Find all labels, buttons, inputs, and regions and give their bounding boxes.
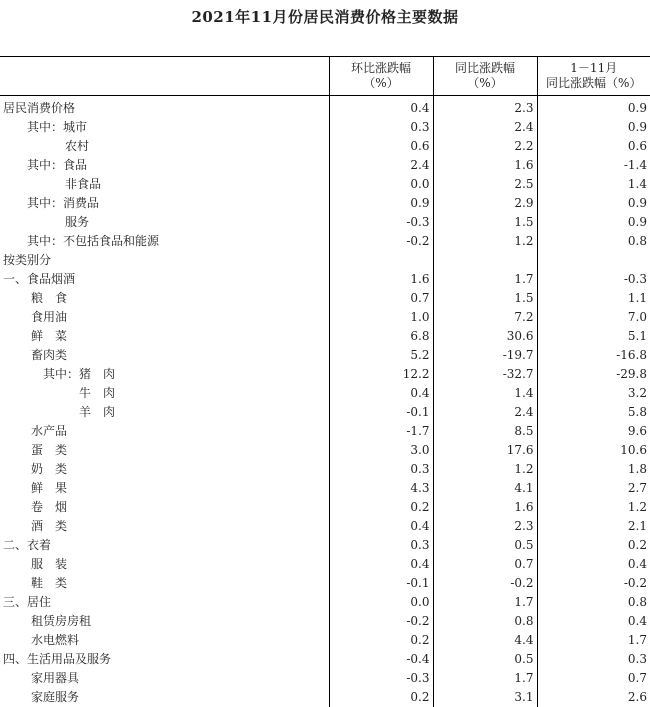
cell-yoy: 3.1 — [433, 688, 537, 707]
row-label: 家用器具 — [0, 669, 329, 688]
cell-yoy: 2.2 — [433, 137, 537, 156]
cell-mom: 6.8 — [329, 327, 433, 346]
cell-mom: -1.7 — [329, 422, 433, 441]
cell-ytd: 1.2 — [537, 498, 650, 517]
table-row — [0, 688, 650, 707]
cell-mom: 0.6 — [329, 137, 433, 156]
table-row — [0, 460, 650, 479]
row-label: 鲜 果 — [0, 479, 329, 498]
table-row — [0, 346, 650, 365]
header-yoy — [433, 57, 537, 96]
row-label: 其中：不包括食品和能源 — [0, 232, 329, 251]
cell-yoy: 7.2 — [433, 308, 537, 327]
cell-ytd: 2.7 — [537, 479, 650, 498]
row-label: 鲜 菜 — [0, 327, 329, 346]
cell-mom: 0.2 — [329, 631, 433, 650]
cell-mom: 0.9 — [329, 194, 433, 213]
table-row — [0, 612, 650, 631]
header-ytd — [537, 57, 650, 96]
cell-mom: 12.2 — [329, 365, 433, 384]
cell-yoy: 4.1 — [433, 479, 537, 498]
row-label: 水产品 — [0, 422, 329, 441]
table-row — [0, 384, 650, 403]
cell-mom: 0.3 — [329, 118, 433, 137]
cell-ytd: 0.9 — [537, 194, 650, 213]
cell-mom: 0.0 — [329, 593, 433, 612]
table-row — [0, 631, 650, 650]
cell-yoy: 2.3 — [433, 517, 537, 536]
table-row — [0, 156, 650, 175]
cell-yoy: 1.7 — [433, 270, 537, 289]
cell-ytd: 5.8 — [537, 403, 650, 422]
header-item-column — [0, 57, 329, 96]
cell-ytd: 1.7 — [537, 631, 650, 650]
cell-ytd: -1.4 — [537, 156, 650, 175]
row-label: 居民消费价格 — [0, 96, 329, 119]
cell-ytd — [537, 251, 650, 270]
header-mom-label: 环比涨跌幅 — [330, 61, 433, 76]
cell-mom — [329, 251, 433, 270]
cell-mom: 4.3 — [329, 479, 433, 498]
cell-yoy: 1.6 — [433, 498, 537, 517]
table-row — [0, 194, 650, 213]
row-label: 其中：城市 — [0, 118, 329, 137]
table-row — [0, 498, 650, 517]
cell-yoy: 4.4 — [433, 631, 537, 650]
header-yoy-unit: （%） — [434, 76, 537, 91]
table-row — [0, 479, 650, 498]
row-label: 其中：消费品 — [0, 194, 329, 213]
cell-ytd: 0.6 — [537, 137, 650, 156]
cell-yoy: -32.7 — [433, 365, 537, 384]
cell-mom: 5.2 — [329, 346, 433, 365]
row-label: 酒 类 — [0, 517, 329, 536]
row-label: 家庭服务 — [0, 688, 329, 707]
table-row — [0, 669, 650, 688]
cell-mom: 2.4 — [329, 156, 433, 175]
cell-yoy: 2.9 — [433, 194, 537, 213]
cell-yoy: 2.4 — [433, 403, 537, 422]
cell-mom: 1.6 — [329, 270, 433, 289]
table-header-row — [0, 57, 650, 96]
cell-mom: -0.2 — [329, 232, 433, 251]
cell-ytd: 0.8 — [537, 593, 650, 612]
table-row — [0, 289, 650, 308]
cell-ytd: 7.0 — [537, 308, 650, 327]
cell-mom: 0.3 — [329, 460, 433, 479]
cell-ytd: 2.1 — [537, 517, 650, 536]
row-label: 卷 烟 — [0, 498, 329, 517]
table-row — [0, 517, 650, 536]
row-label: 奶 类 — [0, 460, 329, 479]
cell-ytd: 0.3 — [537, 650, 650, 669]
table-row — [0, 403, 650, 422]
cell-ytd: 2.6 — [537, 688, 650, 707]
cell-yoy: 1.7 — [433, 593, 537, 612]
row-label: 其中：猪 肉 — [0, 365, 329, 384]
table-row — [0, 175, 650, 194]
cell-yoy: 1.2 — [433, 460, 537, 479]
cell-ytd: 1.4 — [537, 175, 650, 194]
row-label: 其中：食品 — [0, 156, 329, 175]
cell-mom: -0.4 — [329, 650, 433, 669]
table-row — [0, 118, 650, 137]
cell-ytd: 0.8 — [537, 232, 650, 251]
table-row — [0, 365, 650, 384]
cell-yoy: 0.5 — [433, 650, 537, 669]
page-title: 2021年11月份居民消费价格主要数据 — [0, 6, 650, 27]
table-row — [0, 650, 650, 669]
cell-yoy: 17.6 — [433, 441, 537, 460]
cell-yoy — [433, 251, 537, 270]
header-yoy-label: 同比涨跌幅 — [434, 61, 537, 76]
row-label: 粮 食 — [0, 289, 329, 308]
row-label: 租赁房房租 — [0, 612, 329, 631]
cell-mom: 3.0 — [329, 441, 433, 460]
cell-ytd: 0.4 — [537, 555, 650, 574]
row-label: 二、衣着 — [0, 536, 329, 555]
row-label: 羊 肉 — [0, 403, 329, 422]
cell-yoy: 0.8 — [433, 612, 537, 631]
cell-ytd: 1.1 — [537, 289, 650, 308]
table-row — [0, 327, 650, 346]
header-mom — [329, 57, 433, 96]
table-row — [0, 574, 650, 593]
cell-ytd: 9.6 — [537, 422, 650, 441]
table-row — [0, 555, 650, 574]
row-label: 按类别分 — [0, 251, 329, 270]
cell-yoy: 2.5 — [433, 175, 537, 194]
cell-ytd: 3.2 — [537, 384, 650, 403]
cell-yoy: 2.3 — [433, 96, 537, 119]
table-body — [0, 96, 650, 707]
cell-ytd: 1.8 — [537, 460, 650, 479]
cell-yoy: 1.7 — [433, 669, 537, 688]
table-row — [0, 422, 650, 441]
cell-yoy: -0.2 — [433, 574, 537, 593]
cell-ytd: 5.1 — [537, 327, 650, 346]
table-row — [0, 593, 650, 612]
cell-mom: -0.3 — [329, 213, 433, 232]
table-row — [0, 251, 650, 270]
cell-ytd: 10.6 — [537, 441, 650, 460]
cell-yoy: 1.5 — [433, 289, 537, 308]
row-label: 水电燃料 — [0, 631, 329, 650]
cell-ytd: -16.8 — [537, 346, 650, 365]
cpi-data-table — [0, 56, 650, 707]
cell-ytd: 0.4 — [537, 612, 650, 631]
cell-yoy: -19.7 — [433, 346, 537, 365]
header-ytd-period: 1－11月 — [538, 61, 650, 76]
cell-yoy: 30.6 — [433, 327, 537, 346]
table-row — [0, 137, 650, 156]
cell-mom: 0.4 — [329, 517, 433, 536]
row-label: 牛 肉 — [0, 384, 329, 403]
cell-mom: 1.0 — [329, 308, 433, 327]
cell-mom: 0.4 — [329, 96, 433, 119]
header-mom-unit: （%） — [330, 76, 433, 91]
table-row — [0, 270, 650, 289]
cell-mom: 0.4 — [329, 384, 433, 403]
cell-yoy: 8.5 — [433, 422, 537, 441]
cell-yoy: 2.4 — [433, 118, 537, 137]
table-row — [0, 441, 650, 460]
cell-yoy: 1.6 — [433, 156, 537, 175]
cell-mom: -0.2 — [329, 612, 433, 631]
cell-mom: 0.2 — [329, 688, 433, 707]
cell-mom: 0.7 — [329, 289, 433, 308]
row-label: 蛋 类 — [0, 441, 329, 460]
cell-ytd: 0.7 — [537, 669, 650, 688]
cell-yoy: 1.5 — [433, 213, 537, 232]
cell-yoy: 1.2 — [433, 232, 537, 251]
table-row — [0, 308, 650, 327]
row-label: 三、居住 — [0, 593, 329, 612]
cell-yoy: 0.5 — [433, 536, 537, 555]
header-ytd-label: 同比涨跌幅（%） — [538, 76, 650, 91]
row-label: 服务 — [0, 213, 329, 232]
cell-ytd: 0.2 — [537, 536, 650, 555]
cell-ytd: 0.9 — [537, 213, 650, 232]
table-row — [0, 213, 650, 232]
cell-ytd: 0.9 — [537, 96, 650, 119]
cell-mom: 0.4 — [329, 555, 433, 574]
cell-ytd: -0.2 — [537, 574, 650, 593]
row-label: 鞋 类 — [0, 574, 329, 593]
cell-ytd: 0.9 — [537, 118, 650, 137]
row-label: 畜肉类 — [0, 346, 329, 365]
cell-yoy: 0.7 — [433, 555, 537, 574]
row-label: 一、食品烟酒 — [0, 270, 329, 289]
cell-ytd: -29.8 — [537, 365, 650, 384]
row-label: 服 装 — [0, 555, 329, 574]
cell-mom: -0.1 — [329, 574, 433, 593]
row-label: 非食品 — [0, 175, 329, 194]
row-label: 食用油 — [0, 308, 329, 327]
cell-ytd: -0.3 — [537, 270, 650, 289]
row-label: 农村 — [0, 137, 329, 156]
table-row — [0, 96, 650, 119]
table-row — [0, 232, 650, 251]
cell-mom: 0.2 — [329, 498, 433, 517]
cell-yoy: 1.4 — [433, 384, 537, 403]
cell-mom: -0.3 — [329, 669, 433, 688]
cell-mom: 0.0 — [329, 175, 433, 194]
cell-mom: 0.3 — [329, 536, 433, 555]
cell-mom: -0.1 — [329, 403, 433, 422]
row-label: 四、生活用品及服务 — [0, 650, 329, 669]
table-row — [0, 536, 650, 555]
